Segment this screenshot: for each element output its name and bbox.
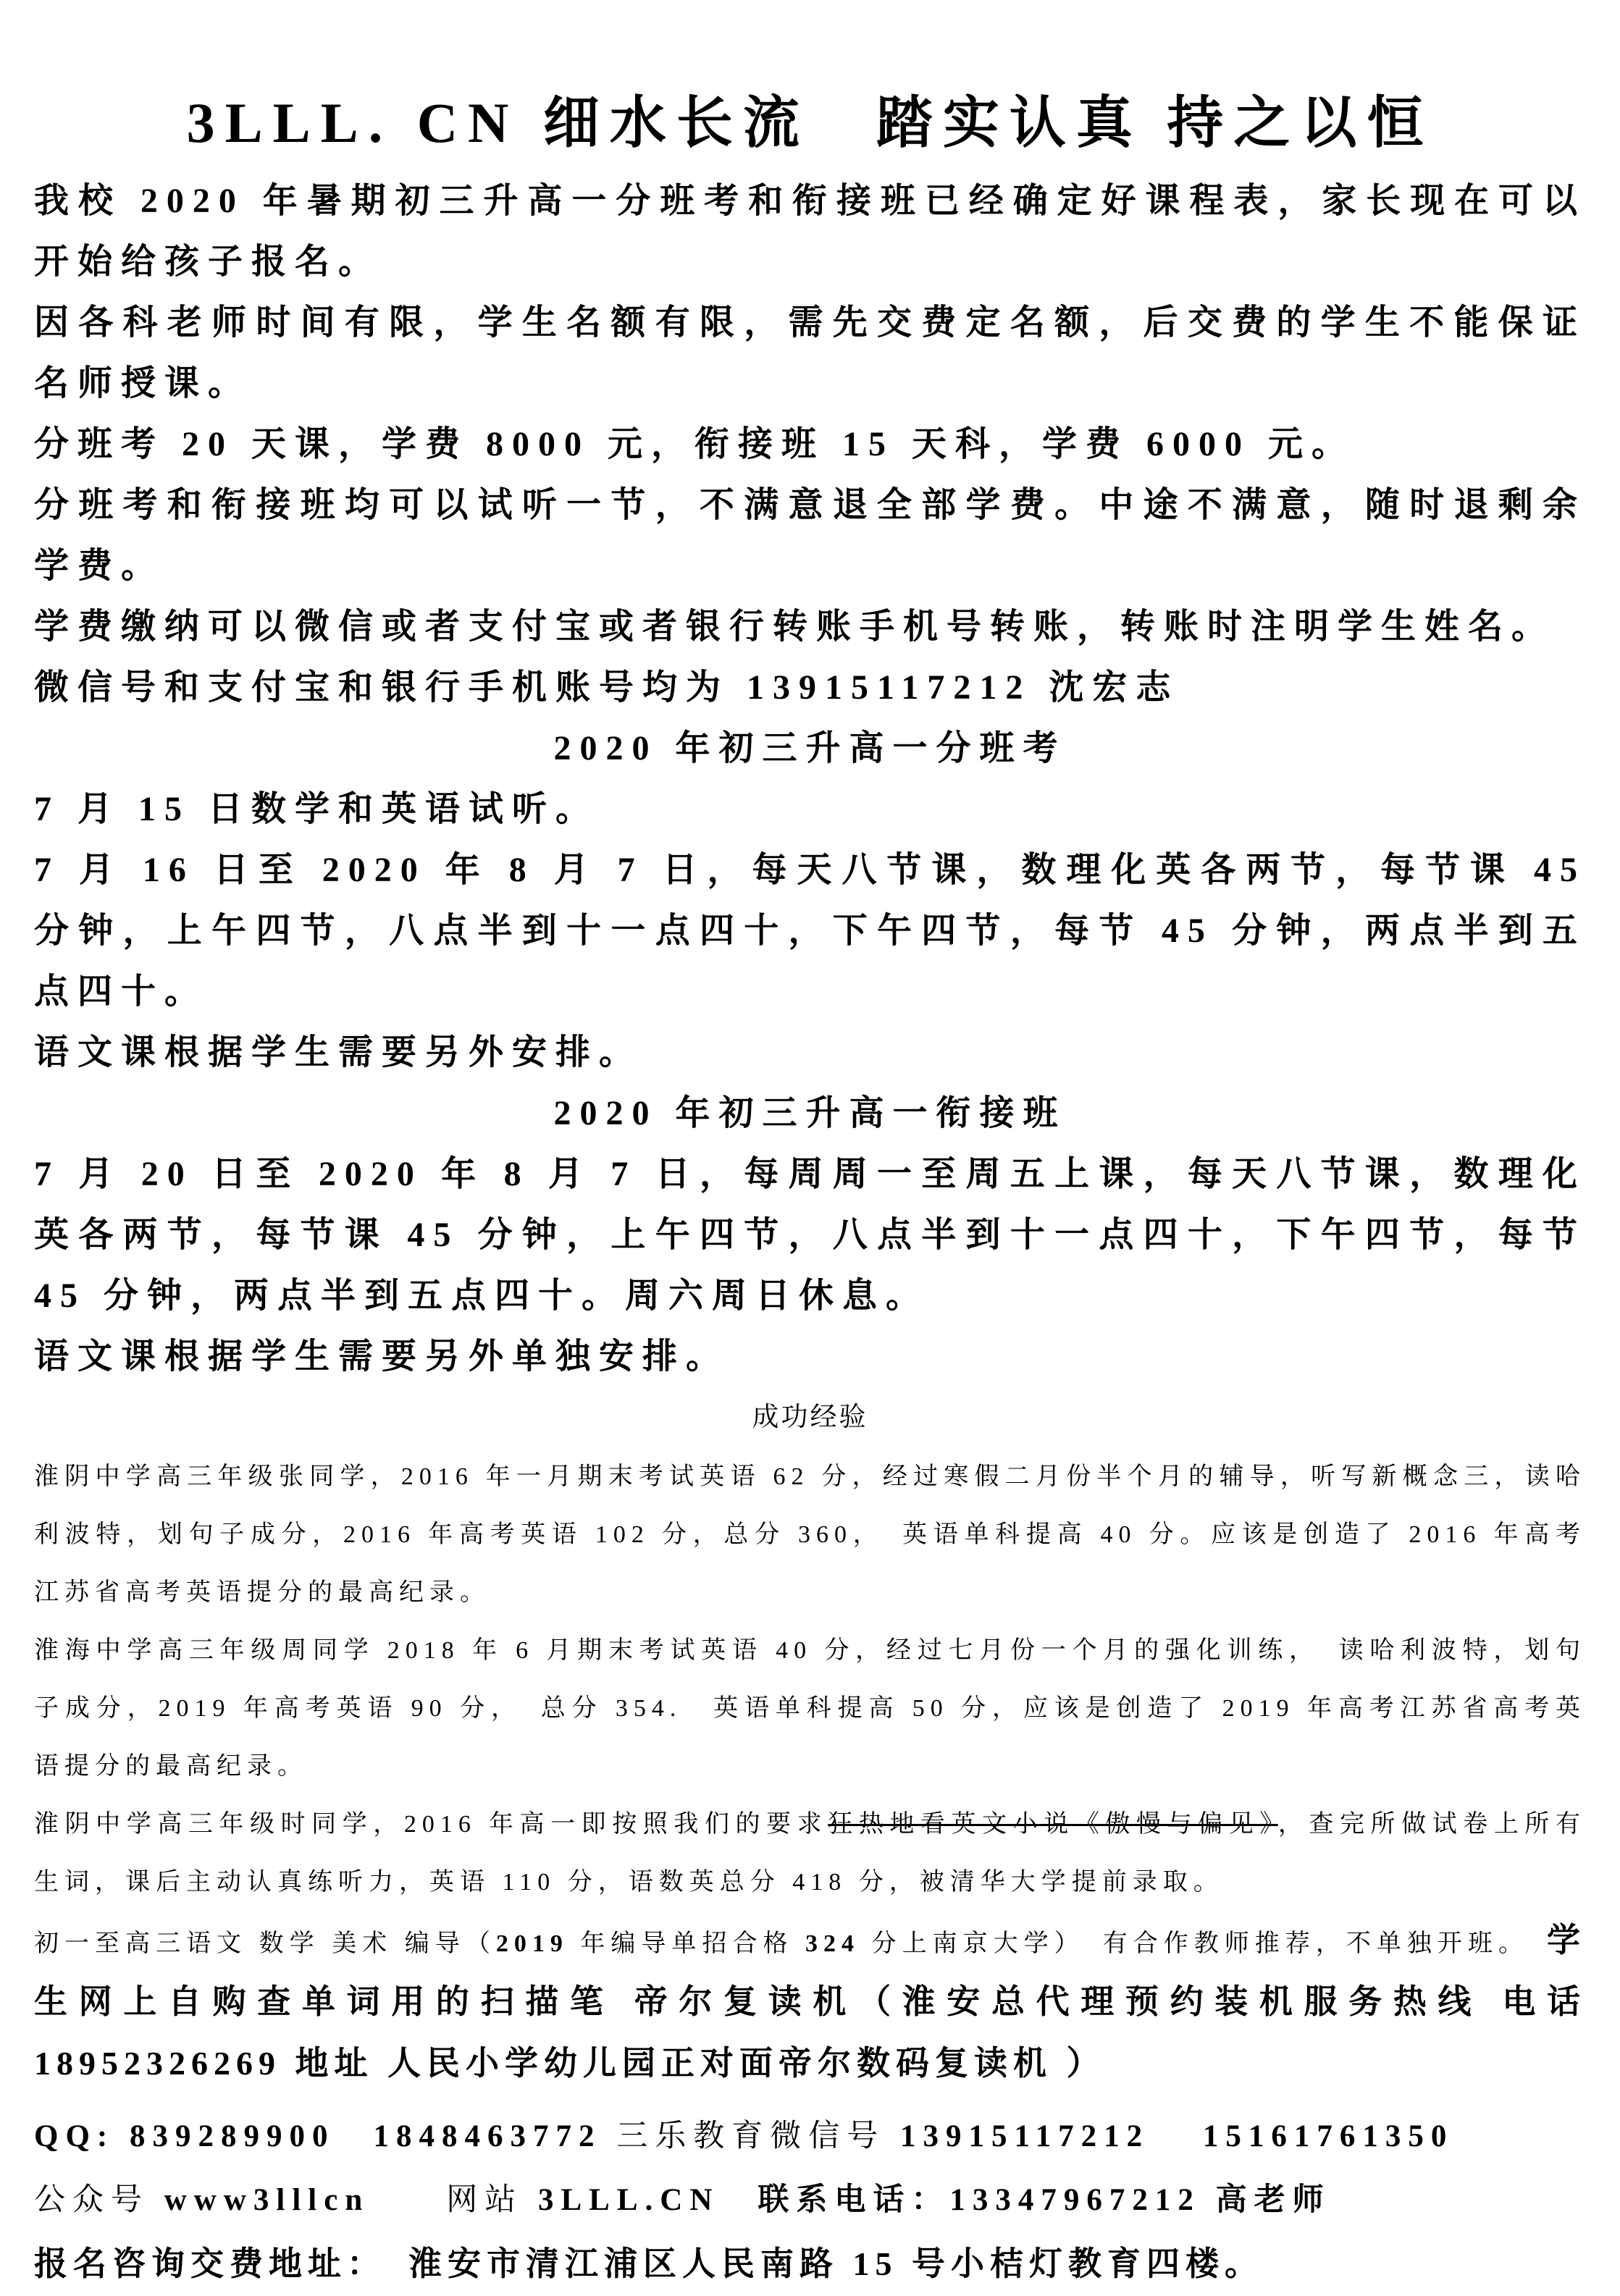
courses-text-3: 分上南京大学） 有合作教师推荐，不单独开班。 [860,1930,1548,1957]
success-story-1: 淮阴中学高三年级张同学，2016 年一月期末考试英语 62 分，经过寒假二月份半个月的辅导，听写新概念三，读哈利波特，划句子成分，2016 年高考英语 102 分，总分 360， 英语单科提高 40 分。应该是创造了 2016 年高考江苏省高考英语提分的最高纪录。 [34,1463,1586,1606]
courses-text-2: 年编导单招合格 [568,1930,806,1957]
wechat-numbers: 13915117212 15161761350 [899,2119,1454,2153]
success-story-2: 淮海中学高三年级周同学 2018 年 6 月期末考试英语 40 分，经过七月份一个月的强化训练， 读哈利波特，划句子成分，2019 年高考英语 90 分， 总分 354. 英语单科提高 50 分，应该是创造了 2019 年高考江苏省高考英语提分的最高纪录。 [34,1637,1586,1780]
contact-phone-teacher: 联系电话：13347967212 高老师 [757,2183,1331,2217]
intro-paragraph-6: 微信号和支付宝和银行手机账号均为 13915117212 沈宏志 [34,668,1180,707]
section-heading-bridging-class: 2020 年初三升高一衔接班 [553,1094,1067,1132]
official-account-label: 公众号 [34,2183,164,2217]
success-story-3 [34,1796,1586,1912]
official-account-website-line [34,2169,1586,2232]
registration-address-line: 报名咨询交费地址： 淮安市清江浦区人民南路 15 号小桔灯教育四楼。 [34,2245,1264,2282]
website-value: 3LLL.CN [538,2183,720,2217]
success-story-3-strikethrough-text: 狂热地看英文小说《傲慢与偏见》 [828,1811,1278,1838]
intro-paragraph-3: 分班考 20 天课，学费 8000 元，衔接班 15 天科，学费 6000 元。 [34,425,1356,463]
qq-numbers: QQ: 839289900 1848463772 [34,2119,602,2153]
placement-exam-paragraph-1: 7 月 15 日数学和英语试听。 [34,790,600,828]
wechat-label: 三乐教育微信号 [601,2119,900,2153]
bridging-class-paragraph-1: 7 月 20 日至 2020 年 8 月 7 日，每周周一至周五上课，每天八节课，数理化英各两节，每节课 45 分钟，上午四节，八点半到十一点四十，下午四节，每节 45 分钟，两点半到五点四十。周六周日休息。 [34,1155,1586,1315]
placement-exam-paragraph-3: 语文课根据学生需要另外安排。 [34,1033,643,1072]
success-story-3-text-after: ，查完所做试卷上所有生词，课后主动认真练听力，英语 110 分，语数英总分 418 分，被清华大学提前录取。 [34,1811,1586,1896]
page-title: 3LLL. CN 细水长流 踏实认真 持之以恒 [186,91,1434,154]
intro-paragraph-1: 我校 2020 年暑期初三升高一分班考和衔接班已经确定好课程表，家长现在可以开始给孩子报名。 [34,182,1586,281]
bridging-class-paragraph-2: 语文课根据学生需要另外单独安排。 [34,1337,730,1376]
official-account-value: www3lllcn [164,2183,370,2217]
scanner-repeater-bold-text: 学生网上自购查单词用的扫描笔 帝尔复读机（淮安总代理预约装机服务热线 电话 18952326269 地址 人民小学幼儿园正对面帝尔数码复读机 ） [34,1922,1587,2082]
qq-wechat-line [34,2105,1586,2169]
intro-paragraph-4: 分班考和衔接班均可以试听一节，不满意退全部学费。中途不满意，随时退剩余学费。 [34,486,1586,585]
courses-and-scanner-paragraph [34,1912,1586,2096]
courses-text-1: 初一至高三语文 数学 美术 编导（ [34,1930,496,1957]
courses-score-number: 324 [805,1930,860,1957]
success-story-3-text-before: 淮阴中学高三年级时同学，2016 年高一即按照我们的要求 [34,1811,828,1838]
success-stories-heading: 成功经验 [752,1403,868,1432]
intro-paragraph-5: 学费缴纳可以微信或者支付宝或者银行转账手机号转账，转账时注明学生姓名。 [34,607,1556,646]
website-label: 网站 [369,2183,538,2217]
phone-separator [719,2183,757,2217]
courses-year-number: 2019 [495,1930,568,1957]
section-heading-placement-exam: 2020 年初三升高一分班考 [553,729,1067,768]
placement-exam-paragraph-2: 7 月 16 日至 2020 年 8 月 7 日，每天八节课，数理化英各两节，每节课 45 分钟，上午四节，八点半到十一点四十，下午四节，每节 45 分钟，两点半到五点四十。 [34,851,1586,1011]
intro-paragraph-2: 因各科老师时间有限，学生名额有限，需先交费定名额，后交费的学生不能保证名师授课。 [34,303,1586,403]
